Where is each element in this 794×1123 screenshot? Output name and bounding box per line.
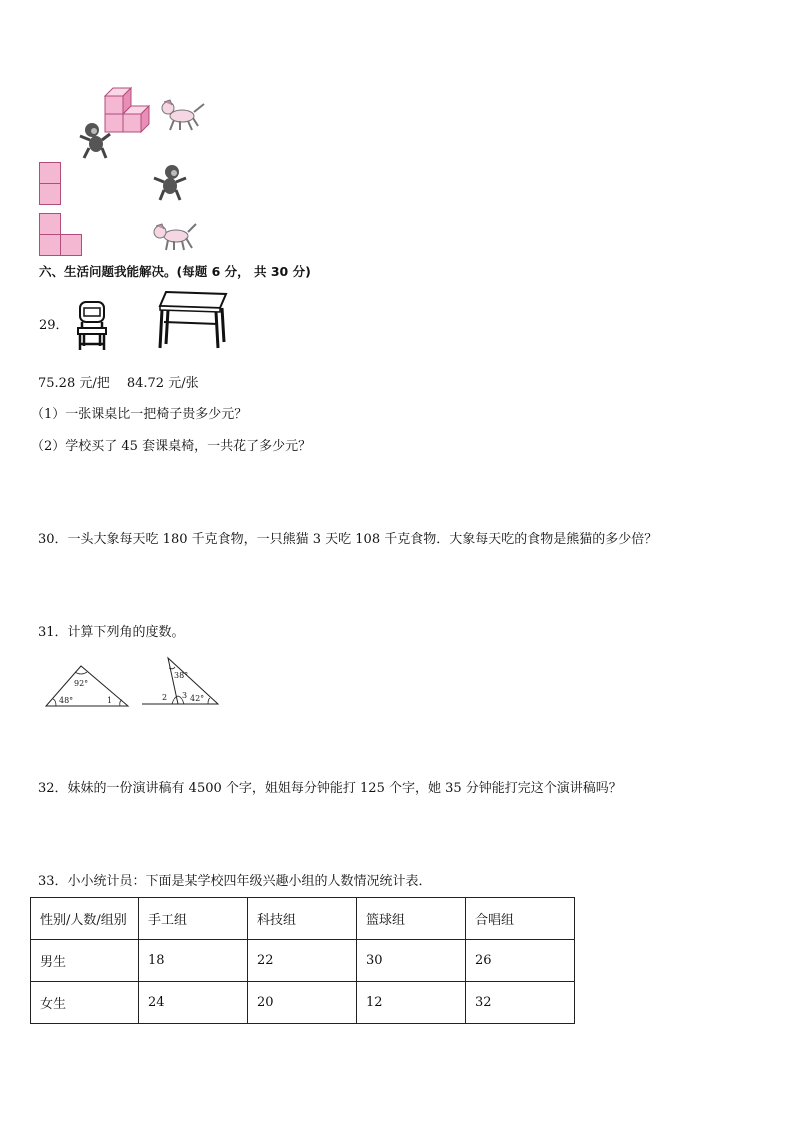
question-31: 31．计算下列角的度数。 [38,625,185,640]
angle-label: 48° [59,696,74,705]
table-cell: 男生 [31,940,139,982]
dog-icon [160,96,208,132]
monkey-icon [152,162,188,202]
table-cell: 20 [248,982,357,1024]
table-cell: 12 [357,982,466,1024]
question-number: 29． [39,318,69,333]
question-30: 30．一头大象每天吃 180 千克食物，一只熊猫 3 天吃 108 千克食物．大象每天吃的食物是熊猫的多少倍？ [38,532,658,547]
monkey-icon [78,120,114,160]
angle-label: 38° [174,671,189,680]
table-cell: 24 [139,982,248,1024]
table-row [31,940,575,982]
view-shape-vertical [39,162,61,206]
table-cell: 18 [139,940,248,982]
stats-table [30,897,575,1024]
chair-icon [76,300,108,352]
sub-question-2: （2）学校买了 45 套课桌椅，一共花了多少元？ [31,439,312,454]
table-cell: 科技组 [248,898,357,940]
angle-label: 3 [182,691,188,700]
table-header-row [31,898,575,940]
angle-label: 42° [190,694,205,703]
desk-icon [156,290,230,352]
table-cell: 32 [466,982,575,1024]
view-shape-l [39,213,83,257]
table-cell: 篮球组 [357,898,466,940]
table-cell: 26 [466,940,575,982]
question-33: 33．小小统计员：下面是某学校四年级兴趣小组的人数情况统计表． [38,874,432,889]
table-cell: 22 [248,940,357,982]
table-cell: 手工组 [139,898,248,940]
triangle-figure-2 [142,656,222,708]
angle-label: 1 [107,696,113,705]
dog-icon [152,218,200,254]
question-32: 32．妹妹的一份演讲稿有 4500 个字，姐姐每分钟能打 125 个字，她 35 分钟能打完这个演讲稿吗？ [38,781,622,796]
section-heading: 六、生活问题我能解决。(每题 6 分， 共 30 分) [39,264,311,279]
price-labels: 75.28 元/把 84.72 元/张 [38,376,199,391]
triangle-figure-1 [44,664,130,708]
angle-label: 2 [162,693,168,702]
table-cell: 性别/人数/组别 [31,898,139,940]
table-cell: 合唱组 [466,898,575,940]
table-cell: 30 [357,940,466,982]
sub-question-1: （1）一张课桌比一把椅子贵多少元？ [31,407,248,422]
table-row [31,982,575,1024]
table-cell: 女生 [31,982,139,1024]
angle-label: 92° [74,679,89,688]
